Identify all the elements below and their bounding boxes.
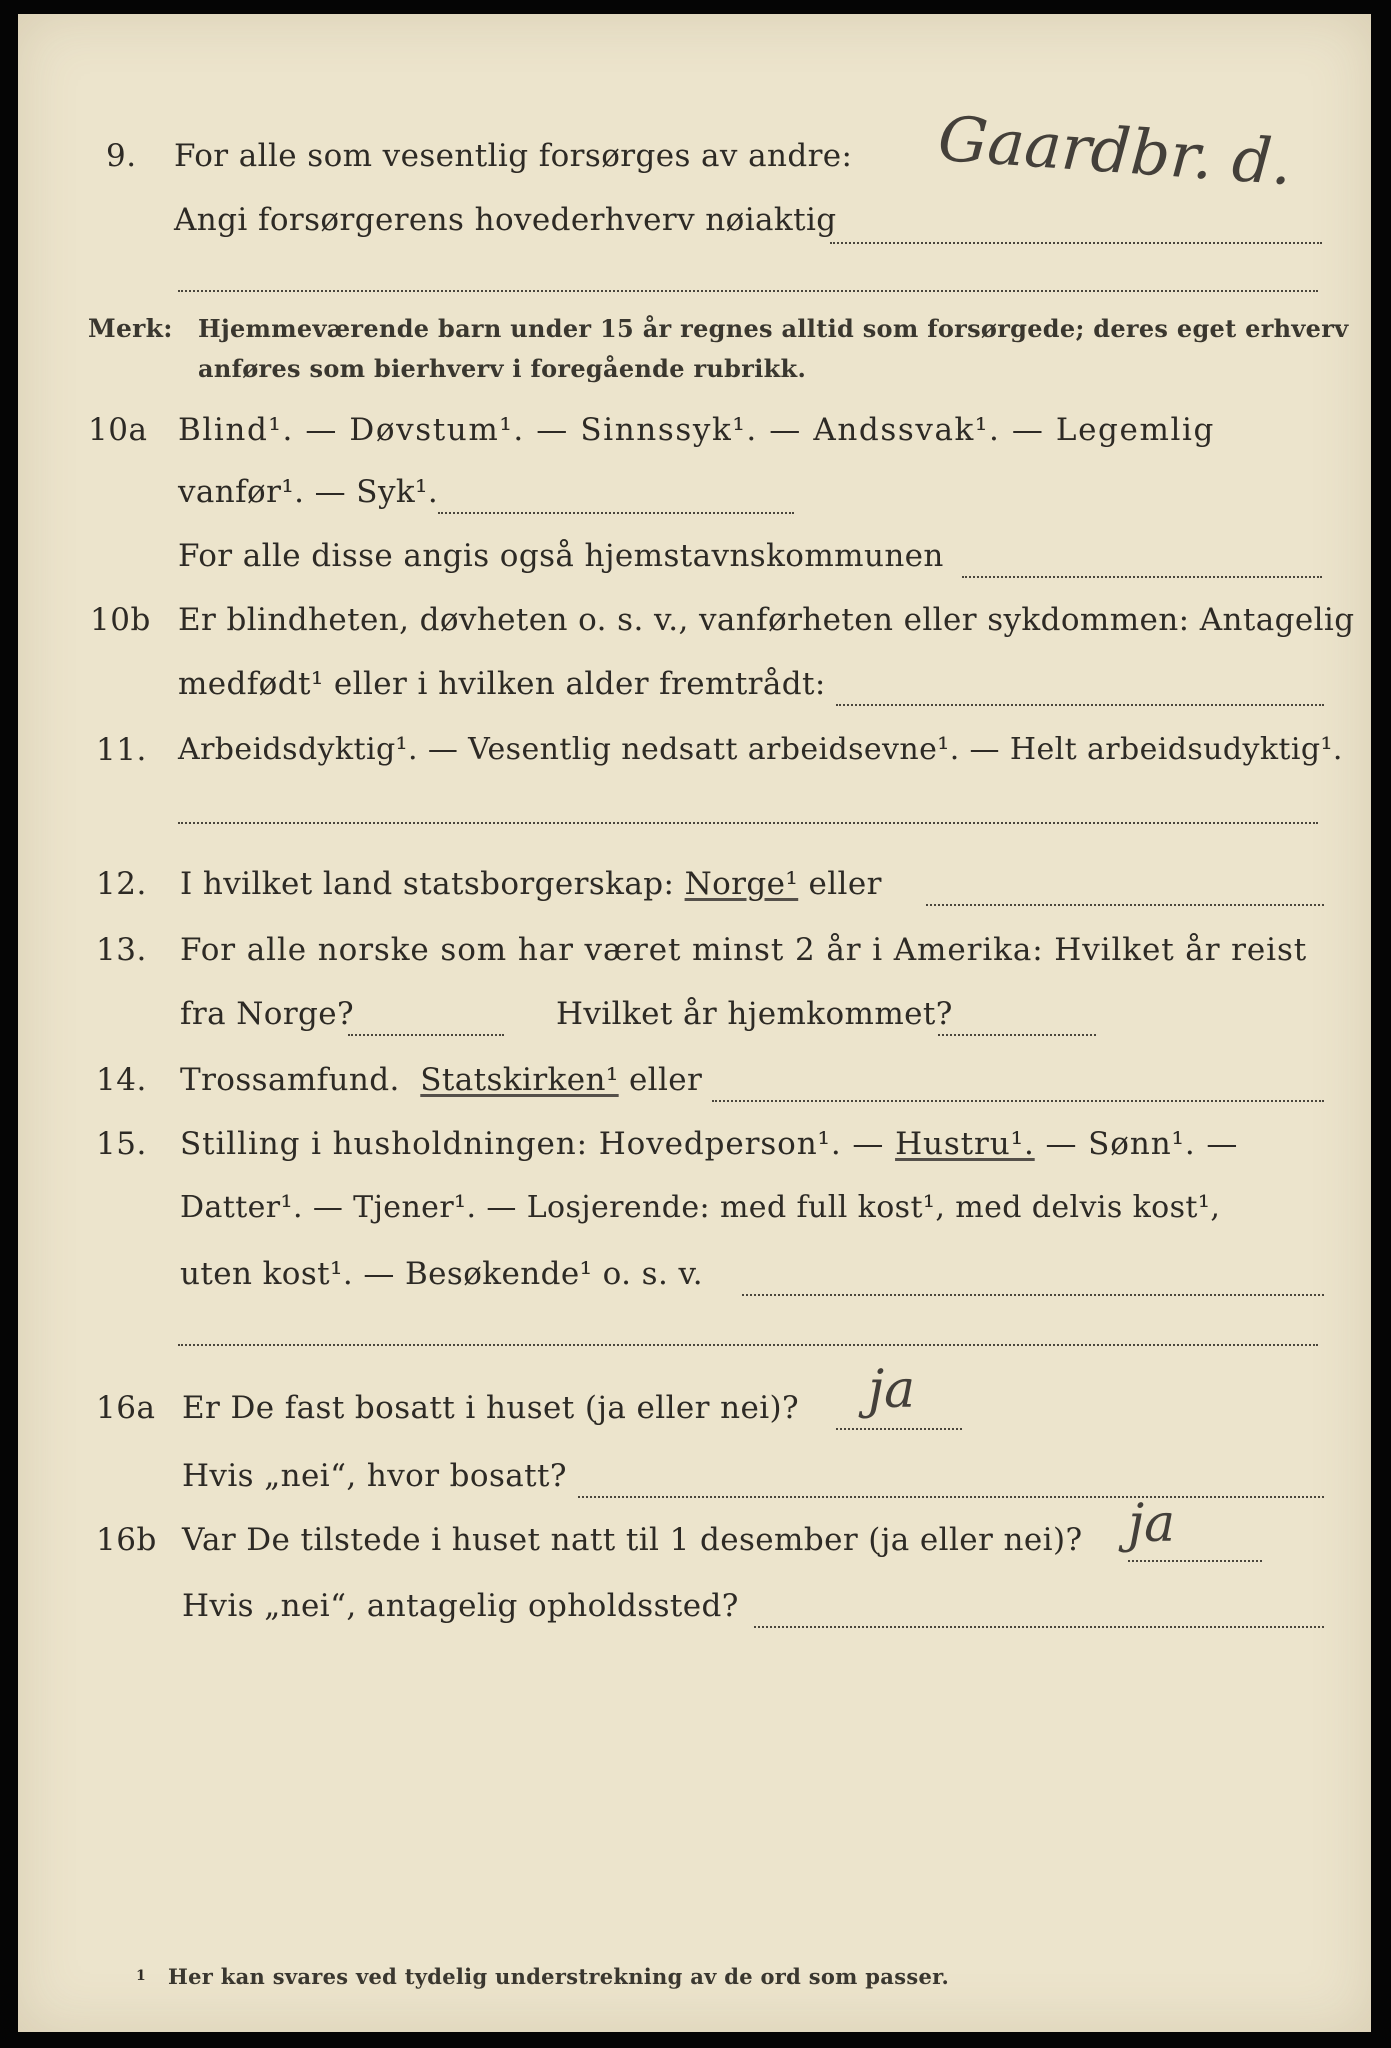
option-norge[interactable]: Norge¹ [684,866,799,902]
question-text [180,1062,702,1098]
answer-line[interactable] [742,1294,1324,1296]
answer-line[interactable] [1128,1560,1262,1562]
option-hustru[interactable]: Hustru¹. [895,1126,1035,1162]
question-text: fra Norge? [180,996,355,1032]
answer-line[interactable] [178,290,1318,292]
answer-line[interactable] [836,704,1324,706]
answer-line[interactable] [836,1428,962,1430]
question-12 [18,866,1371,916]
question-text: vanfør¹. — Syk¹. [178,474,439,510]
note-label: Merk: [88,314,173,343]
question-text [180,866,882,902]
question-number: 16b [96,1522,157,1558]
answer-line[interactable] [438,512,794,514]
question-number: 14. [96,1062,147,1098]
answer-line[interactable] [178,822,1318,824]
question-13 [18,932,1371,982]
question-16b-line-2 [18,1588,1371,1638]
question-text: Hvis „nei“, hvor bosatt? [182,1458,567,1494]
question-number: 10b [90,602,151,638]
handwritten-answer: ja [868,1360,916,1420]
question-10a [18,412,1371,462]
question-suffix: — Sønn¹. — [1045,1126,1239,1162]
question-text: Blind¹. — Døvstum¹. — Sinnssyk¹. — Andssvak¹. — Legemlig [178,412,1215,448]
note-text: anføres som bierhverv i foregående rubrikk. [198,354,807,383]
question-15-line-3 [18,1256,1371,1306]
question-10b-line-2 [18,666,1371,716]
answer-line[interactable] [926,904,1324,906]
question-number: 15. [96,1126,147,1162]
question-text: Hvis „nei“, antagelig opholdssted? [182,1588,739,1624]
question-number: 10a [88,412,148,448]
question-text: medfødt¹ eller i hvilken alder fremtrådt: [178,666,826,702]
answer-line[interactable] [754,1626,1324,1628]
question-text: Arbeidsdyktig¹. — Vesentlig nedsatt arbeidsevne¹. — Helt arbeidsudyktig¹. [178,732,1343,767]
answer-line[interactable] [712,1100,1324,1102]
handwritten-answer: Gaardbr. d. [935,101,1295,200]
question-10a-line-3 [18,538,1371,588]
question-number: 12. [96,866,147,902]
answer-line[interactable] [178,1344,1318,1346]
question-14 [18,1062,1371,1112]
question-16a [18,1390,1371,1440]
question-suffix: eller [808,866,882,902]
question-13-line-2 [18,996,1371,1046]
question-suffix: eller [628,1062,703,1098]
census-form-page [18,14,1371,2032]
answer-line[interactable] [938,1034,1096,1036]
question-text: For alle som vesentlig forsørges av andre: [174,138,853,174]
answer-line[interactable] [348,1034,504,1036]
question-text: Angi forsørgerens hovederhverv nøiaktig [174,202,837,238]
option-statskirken[interactable]: Statskirken¹ [420,1062,619,1098]
note-text: Hjemmeværende barn under 15 år regnes alltid som forsørgede; deres eget erhverv [198,314,1349,343]
answer-line[interactable] [578,1496,1324,1498]
question-text: Er De fast bosatt i huset (ja eller nei)? [182,1390,800,1426]
question-prefix: I hvilket land statsborgerskap: [180,866,675,902]
question-number: 9. [106,138,137,174]
question-text: Datter¹. — Tjener¹. — Losjerende: med full kost¹, med delvis kost¹, [180,1190,1221,1225]
question-text: Hvilket år hjemkommet? [556,996,953,1032]
question-10a-line-2 [18,474,1371,524]
question-text: For alle norske som har været minst 2 år i Amerika: Hvilket år reist [180,932,1308,968]
question-text: Er blindheten, døvheten o. s. v., vanførheten eller sykdommen: Antagelig [178,602,1355,638]
question-9-line-2 [18,202,1371,252]
question-text: Var De tilstede i huset natt til 1 desember (ja eller nei)? [182,1522,1083,1558]
question-10b [18,602,1371,652]
note-merk-line-2 [18,354,1371,404]
question-number: 11. [96,732,147,768]
handwritten-answer: ja [1128,1494,1176,1554]
question-text: uten kost¹. — Besøkende¹ o. s. v. [180,1256,703,1292]
question-number: 13. [96,932,147,968]
question-text [180,1126,1238,1162]
question-number: 16a [96,1390,156,1426]
question-prefix: Stilling i husholdningen: Hovedperson¹. — [180,1126,885,1162]
footnote-text: Her kan svares ved tydelig understrekning av de ord som passer. [168,1964,950,1989]
footnote-mark: 1 [136,1968,147,1984]
answer-line[interactable] [962,576,1322,578]
question-text: For alle disse angis også hjemstavnskommunen [178,538,944,574]
question-prefix: Trossamfund. [180,1062,400,1098]
question-11 [18,732,1371,782]
footnote [18,1964,1371,2014]
question-15 [18,1126,1371,1176]
question-15-line-2 [18,1190,1371,1240]
answer-line[interactable] [830,242,1322,244]
